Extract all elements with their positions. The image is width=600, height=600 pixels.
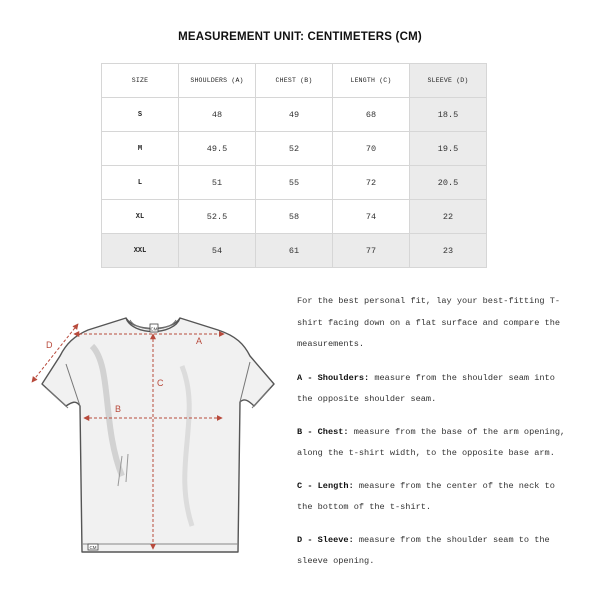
label-d: D — [46, 340, 53, 350]
term-length: C - Length: — [297, 480, 354, 491]
size-cell: XXL — [102, 234, 179, 268]
size-cell: S — [102, 98, 179, 132]
length-cell: 77 — [333, 234, 410, 268]
tshirt-outline — [42, 318, 274, 552]
shoulders-cell: 54 — [179, 234, 256, 268]
term-sleeve: D - Sleeve: — [297, 534, 354, 545]
chest-cell: 55 — [256, 166, 333, 200]
length-cell: 68 — [333, 98, 410, 132]
size-cell: XL — [102, 200, 179, 234]
length-cell: 74 — [333, 200, 410, 234]
chest-cell: 52 — [256, 132, 333, 166]
size-cell: L — [102, 166, 179, 200]
header-shoulders: SHOULDERS (A) — [179, 64, 256, 98]
text-length: measure from the center of the neck to the bottom of the t-shirt. — [297, 480, 555, 512]
table-row — [102, 234, 487, 268]
table-header-row — [102, 64, 487, 98]
table-row — [102, 200, 487, 234]
shoulders-cell: 52.5 — [179, 200, 256, 234]
text-chest: measure from the base of the arm opening, along the t-shirt width, to the opposite base arm. — [297, 426, 566, 458]
table-row — [102, 166, 487, 200]
instruction-sleeve — [297, 530, 567, 573]
instruction-length — [297, 476, 567, 519]
size-chart-table — [101, 63, 487, 268]
term-chest: B - Chest: — [297, 426, 349, 437]
sleeve-cell: 18.5 — [410, 98, 487, 132]
label-a: A — [196, 336, 203, 346]
intro-text: For the best personal fit, lay your best-fitting T-shirt facing down on a flat surface and compare the measurements. — [297, 296, 561, 349]
page-title: MEASUREMENT UNIT: CENTIMETERS (CM) — [178, 31, 422, 43]
length-cell: 70 — [333, 132, 410, 166]
text-sleeve: measure from the shoulder seam to the sleeve opening. — [297, 534, 550, 566]
shoulders-cell: 51 — [179, 166, 256, 200]
shoulders-cell: 49.5 — [179, 132, 256, 166]
length-cell: 72 — [333, 166, 410, 200]
term-shoulders: A - Shoulders: — [297, 372, 370, 383]
text-shoulders: measure from the shoulder seam into the opposite shoulder seam. — [297, 372, 555, 404]
table-row — [102, 98, 487, 132]
sleeve-cell: 22 — [410, 200, 487, 234]
header-sleeve: SLEEVE (D) — [410, 64, 487, 98]
table-row — [102, 132, 487, 166]
tshirt-measurement-diagram — [22, 306, 284, 554]
shoulders-cell: 48 — [179, 98, 256, 132]
sleeve-cell: 23 — [410, 234, 487, 268]
sleeve-cell: 19.5 — [410, 132, 487, 166]
measurement-instructions — [297, 291, 567, 584]
instruction-chest — [297, 422, 567, 465]
sleeve-cell: 20.5 — [410, 166, 487, 200]
label-b: B — [115, 404, 122, 414]
chest-cell: 61 — [256, 234, 333, 268]
hem-tag-text: CM — [89, 545, 97, 550]
size-cell: M — [102, 132, 179, 166]
header-size: SIZE — [102, 64, 179, 98]
header-chest: CHEST (B) — [256, 64, 333, 98]
label-c: C — [157, 378, 164, 388]
collar-tag-text: CM — [150, 326, 158, 332]
instruction-shoulders — [297, 368, 567, 411]
chest-cell: 58 — [256, 200, 333, 234]
chest-cell: 49 — [256, 98, 333, 132]
header-length: LENGTH (C) — [333, 64, 410, 98]
